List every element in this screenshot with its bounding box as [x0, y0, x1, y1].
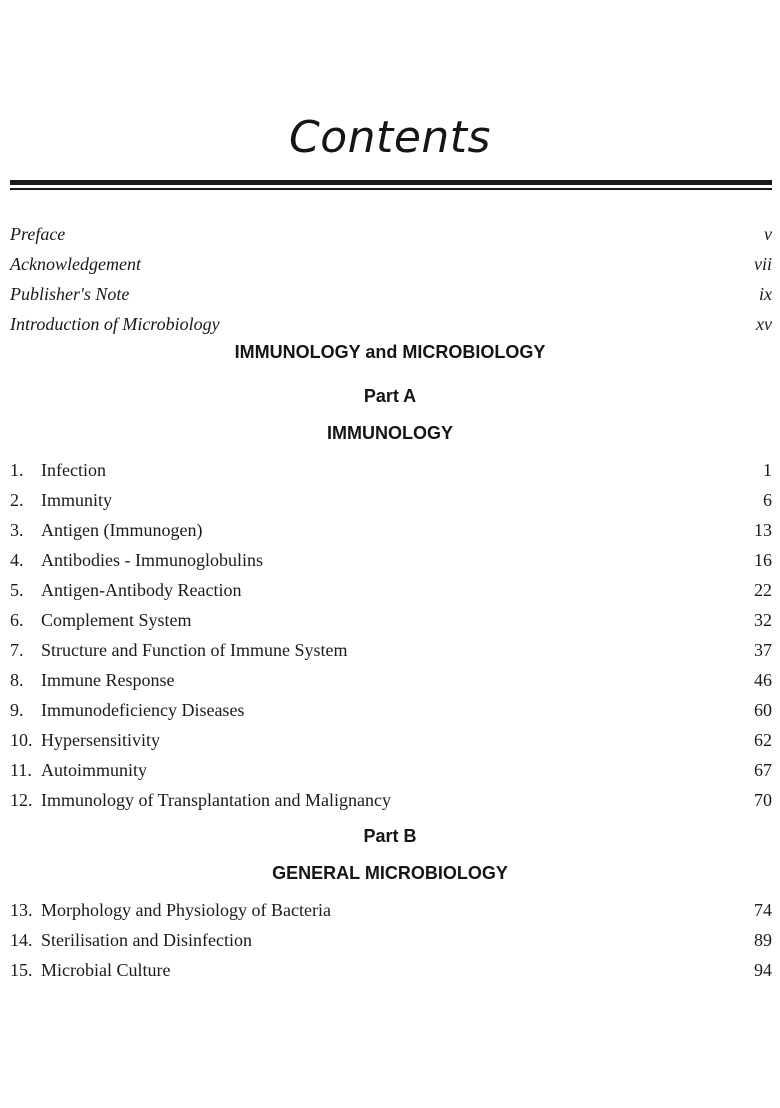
toc-entry-page: v	[764, 224, 772, 244]
toc-chapter-row[interactable]	[10, 608, 772, 632]
page-title: Contents	[289, 112, 491, 163]
part-a-label: Part A	[363, 386, 417, 406]
chapter-title: Immunity	[41, 490, 112, 510]
chapter-number: 2.	[10, 490, 24, 510]
part-b-title: GENERAL MICROBIOLOGY	[272, 863, 508, 883]
chapter-page: 62	[754, 730, 772, 750]
chapter-number: 5.	[10, 580, 24, 600]
chapter-title: Antigen (Immunogen)	[41, 520, 203, 540]
toc-chapter-row[interactable]	[10, 518, 772, 542]
toc-chapter-row[interactable]	[10, 458, 772, 482]
toc-chapter-row[interactable]	[10, 488, 772, 512]
toc-chapter-row[interactable]	[10, 788, 772, 812]
chapter-number: 10.	[10, 730, 33, 750]
toc-entry-preface[interactable]	[10, 222, 772, 246]
chapter-title: Antibodies - Immunoglobulins	[41, 550, 263, 570]
chapter-number: 15.	[10, 960, 33, 980]
chapter-page: 67	[754, 760, 772, 780]
toc-entry-label: Introduction of Microbiology	[10, 314, 220, 334]
chapter-number: 12.	[10, 790, 33, 810]
chapter-title: Infection	[41, 460, 106, 480]
chapter-page: 6	[763, 490, 772, 510]
chapter-number: 7.	[10, 640, 24, 660]
toc-entry-label: Preface	[10, 224, 66, 244]
chapter-page: 37	[754, 640, 772, 660]
chapter-title: Structure and Function of Immune System	[41, 640, 348, 660]
chapter-number: 9.	[10, 700, 24, 720]
chapter-number: 4.	[10, 550, 24, 570]
chapter-number: 11.	[10, 760, 32, 780]
toc-entry-page: ix	[759, 284, 772, 304]
chapter-title: Hypersensitivity	[41, 730, 160, 750]
chapter-page: 70	[754, 790, 772, 810]
chapter-page: 74	[754, 900, 772, 920]
chapter-title: Morphology and Physiology of Bacteria	[41, 900, 331, 920]
toc-entry-acknowledgement[interactable]	[10, 252, 772, 276]
chapter-title: Autoimmunity	[41, 760, 148, 780]
title-rule-thick	[10, 180, 772, 185]
toc-chapter-row[interactable]	[10, 668, 772, 692]
toc-entry-page: xv	[756, 314, 772, 334]
chapter-page: 32	[754, 610, 772, 630]
chapter-number: 1.	[10, 460, 24, 480]
chapter-number: 8.	[10, 670, 24, 690]
toc-entry-label: Acknowledgement	[10, 254, 141, 274]
chapter-number: 14.	[10, 930, 33, 950]
chapter-page: 22	[754, 580, 772, 600]
chapter-number: 6.	[10, 610, 24, 630]
toc-entry-publishers-note[interactable]	[10, 282, 772, 306]
chapter-page: 89	[754, 930, 772, 950]
chapter-title: Immune Response	[41, 670, 175, 690]
chapter-page: 1	[763, 460, 772, 480]
toc-chapter-row[interactable]	[10, 548, 772, 572]
chapter-title: Antigen-Antibody Reaction	[41, 580, 242, 600]
chapter-title: Microbial Culture	[41, 960, 171, 980]
section-heading: IMMUNOLOGY and MICROBIOLOGY	[234, 342, 546, 362]
toc-entry-label: Publisher's Note	[10, 284, 130, 304]
chapter-page: 16	[754, 550, 772, 570]
chapter-title: Immunology of Transplantation and Malignancy	[41, 790, 391, 810]
toc-chapter-row[interactable]	[10, 578, 772, 602]
chapter-page: 13	[754, 520, 772, 540]
chapter-title: Sterilisation and Disinfection	[41, 930, 252, 950]
toc-chapter-row[interactable]	[10, 698, 772, 722]
toc-entry-introduction[interactable]	[10, 312, 772, 336]
toc-chapter-row[interactable]	[10, 758, 772, 782]
chapter-page: 94	[754, 960, 772, 980]
toc-chapter-row[interactable]	[10, 898, 772, 922]
chapter-number: 3.	[10, 520, 24, 540]
chapter-number: 13.	[10, 900, 33, 920]
toc-chapter-row[interactable]	[10, 638, 772, 662]
toc-chapter-row[interactable]	[10, 928, 772, 952]
toc-chapter-row[interactable]	[10, 728, 772, 752]
chapter-page: 46	[754, 670, 772, 690]
title-rule-thin	[10, 188, 772, 190]
toc-chapter-row[interactable]	[10, 958, 772, 982]
part-b-label: Part B	[363, 826, 417, 846]
chapter-page: 60	[754, 700, 772, 720]
chapter-title: Complement System	[41, 610, 192, 630]
toc-entry-page: vii	[754, 254, 772, 274]
chapter-title: Immunodeficiency Diseases	[41, 700, 245, 720]
part-a-title: IMMUNOLOGY	[327, 423, 453, 443]
